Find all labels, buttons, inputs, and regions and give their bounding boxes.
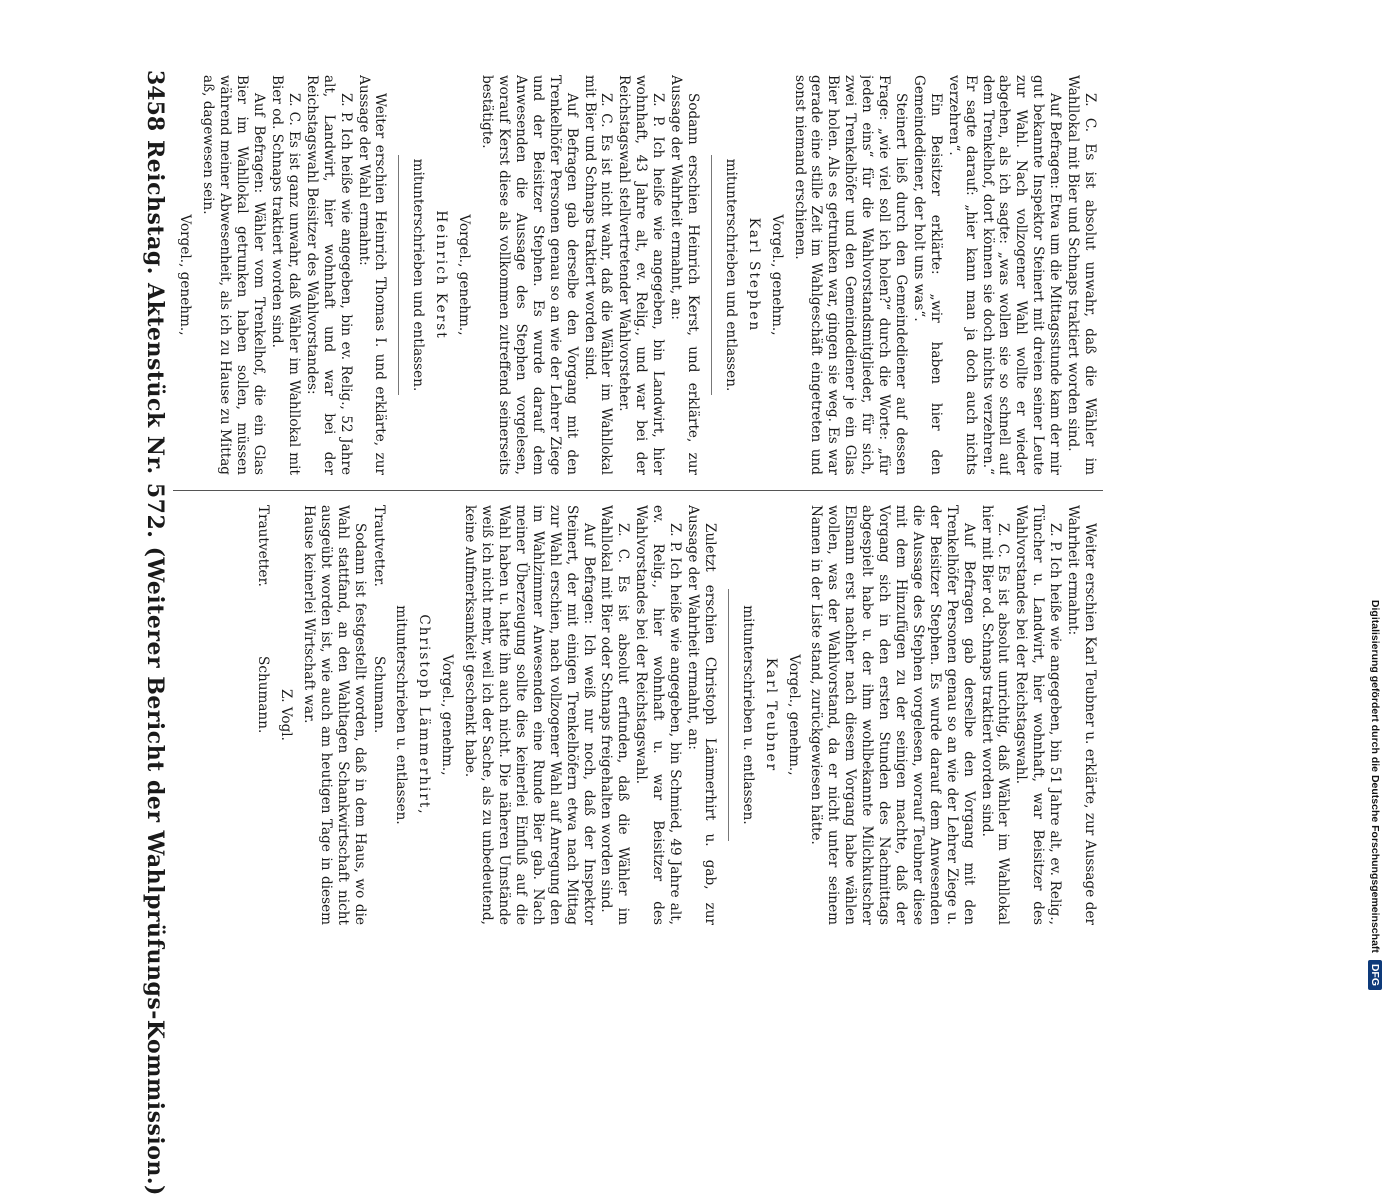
column-divider [173,490,1103,491]
paragraph: Z. C. Es ist absolut unrichtig, daß Wähler im Wahllokal hier mit Bier od. Schnaps traktiert worden sind. [978,505,1012,925]
footer-strip [1364,10,1383,990]
section-rule [711,155,712,395]
paragraph: Z. P. Ich heiße wie angegeben, bin Schmied, 49 Jahre alt, ev. Relig., hier wohnhaft u. war Beisitzer des Wahlvorstandes bei der Reichstagswahl. [633,505,684,925]
signature-line: mitunterschrieben u. entlassen. [393,605,410,825]
right-column [178,505,1098,925]
paragraph: Sodann erschien Heinrich Kerst, und erklärte, zur Aussage der Wahrheit ermahnt, an: [668,75,701,475]
paragraph: Steinert ließ durch den Gemeindediener auf dessen Frage: „wie viel soll ich holen?“ durch die Worte: „für jeden eins“ für die Wahlvorstandsmitglieder, für sich, zwei Trenkelhöfer und den Gemeindediener je ein Glas Bier holen. Als es getrunken war, gingen sie weg. Es war gerade eine stille Zeit im Wahlgeschäft eingetreten und sonst niemand erschienen. [791,75,910,475]
footer-credit: Digitalisierung gefördert durch die Deutsche Forschungsgemeinschaft [1369,599,1381,953]
paragraph: Auf Befragen gab derselbe den Vorgang mit den Trenkelhöfer Personen genau so an wie der Lehrer Ziege u. der Beisitzer Stephen. Es wurde darauf dem Anwesenden die Aussage des Stephen vorgelesen, worauf Teubner diese mit dem Hinzufügen zu der seinigen machte, daß der Vorgang sich in den ersten Stunden des Nachmittags abgespielt habe u. der ihm wohlbekannte Milchkutscher Elsmann erst nachher nach diesem Vorgang habe wählen wollen, was der Wahlvorstand, da er nicht unter seinem Namen in der Liste stand, zurückgewiesen hätte. [808,505,977,925]
signature-line: mitunterschrieben und entlassen. [722,158,739,392]
signature-line: mitunterschrieben u. entlassen. [739,605,756,825]
paragraph: Z. P. Ich heiße wie angegeben, bin ev. Relig., 52 Jahre alt, Landwirt, hier wohnhaft und war bei der Reichstagswahl Beisitzer des Wahlvorstandes: [303,75,354,475]
signature-line: Z. Vogl. [278,689,295,741]
left-column [178,75,1098,475]
paragraph: Z. P. Ich heiße wie angegeben, bin 51 Jahre alt, ev. Relig., Tüncher u. Landwirt, hier wohnhaft, war Beisitzer des Wahlvorstandes bei der Reichstagswahl. [1013,505,1064,925]
paragraph: Auf Befragen: Ich weiß nur noch, daß der Inspektor Steinert, der mit einigen Trenkelhöfern etwa nach Mittag zur Wahl erschien, nach vollzogener Wahl auf Anregung den im Wahlzimmer Anwesenden eine Runde Bier gab. Nach meiner Überzeugung sollte dies keinerlei Einfluß auf die Wahl haben u. hatte ihn auch nicht. Die näheren Umstände weiß ich nicht mehr, weil ich der Sache, als zu unbedeutend, keine Aufmerksamkeit geschenkt habe. [462,505,597,925]
signature-line: Trautvetter. Schumann. [370,505,387,734]
page-number: 3458 [142,70,168,132]
paragraph: Ein Beisitzer erklärte: „wir haben hier den Gemeindediener, der holt uns was“. [910,75,944,475]
signature-line: mitunterschrieben und entlassen. [410,158,427,392]
page-title: Reichstag. Aktenstück Nr. 572. (Weiterer Bericht der Wahlprüfungs-Kommission.) [142,140,168,1196]
paragraph: Z. C. Es ist absolut unwahr, daß die Wähler im Wahllokal mit Bier und Schnaps traktiert worden sind. [1065,75,1098,475]
paragraph: Auf Befragen gab derselbe den Vorgang mit den Trenkelhöfer Personen genau so an wie der Lehrer Ziege und der Beisitzer Stephen. Es wurde darauf dem Anwesenden die Aussage des Stephen vorgelesen, worauf Kerst diese als vollkommen zutreffend seinerseits bestätigte. [479,75,580,475]
paragraph: Z. P. Ich heiße wie angegeben, bin Landwirt, hier wohnhaft, 43 Jahre alt, ev. Relig., und war bei der Reichstagswahl stellvertretender Wahlvorsteher. [616,75,667,475]
signature-line: Vorgel., genehm., [439,654,456,776]
paragraph: Weiter erschien Heinrich Thomas I. und erklärte, zur Aussage der Wahl ermahnt: [355,75,389,475]
signature-line: Karl Teubner [762,657,779,773]
paragraph: Sodann ist festgestellt worden, daß in dem Haus, wo die Wahl stattfand, an den Wahltagen Schankwirtschaft nicht ausgeübt worden ist, wie auch am heutigen Tage in diesem Hause keinerlei Wirtschaft war. [300,505,368,925]
section-rule [728,589,729,841]
paragraph: Weiter erschien Karl Teubner u. erklärte, zur Aussage der Wahrheit ermahnt: [1065,505,1098,925]
signature-line: Trautvetter. Schumann. [255,505,272,734]
dfg-logo: DFG [1368,960,1382,990]
paragraph: Zuletzt erschien Christoph Lämmerhirt u. gab, zur Aussage der Wahrheit ermahnt, an: [684,505,718,925]
signature-line: Vorgel., genehm., [785,654,802,776]
paragraph: Auf Befragen: Etwa um die Mittagsstunde kam der mir gut bekannte Inspektor Steinert mit dreien seiner Leute zur Wahl. Nach vollzogener Wahl wollte er wieder abgehen, als ich sagte: „was wollen sie so schnell auf dem Trenkelhof, dort können sie doch nichts verzehren.“ Er sagte darauf: „hier kann man ja doch auch nichts verzehren“. [945,75,1064,475]
paragraph: Z. C. Es ist nicht wahr, daß die Wähler im Wahllokal mit Bier und Schnaps traktiert worden sind. [581,75,615,475]
signature-line: Heinrich Kerst [433,210,450,340]
signature-line: Karl Stephen [745,217,762,333]
signature-line: Vorgel., genehm., [768,214,785,336]
section-rule [398,155,399,395]
signature-line: Vorgel., genehm., [456,214,473,336]
paragraph: Z. C. Es ist absolut erfunden, daß die Wähler im Wahllokal mit Bier oder Schnaps freigehalten worden sind. [598,505,632,925]
signature-line: Christoph Lämmerhirt, [416,614,433,816]
signature-line: Vorgel., genehm., [178,214,194,336]
running-header [128,70,168,1196]
paragraph: Auf Befragen: Wähler vom Trenkelhof, die ein Glas Bier im Wahllokal getrunken haben sollen, müssen während meiner Abwesenheit, als ich zu Hause zu Mittag aß, dagewesen sein. [200,75,268,475]
paragraph: Z. C. Es ist ganz unwahr, daß Wähler im Wahllokal mit Bier od. Schnaps traktiert worden sind. [269,75,302,475]
